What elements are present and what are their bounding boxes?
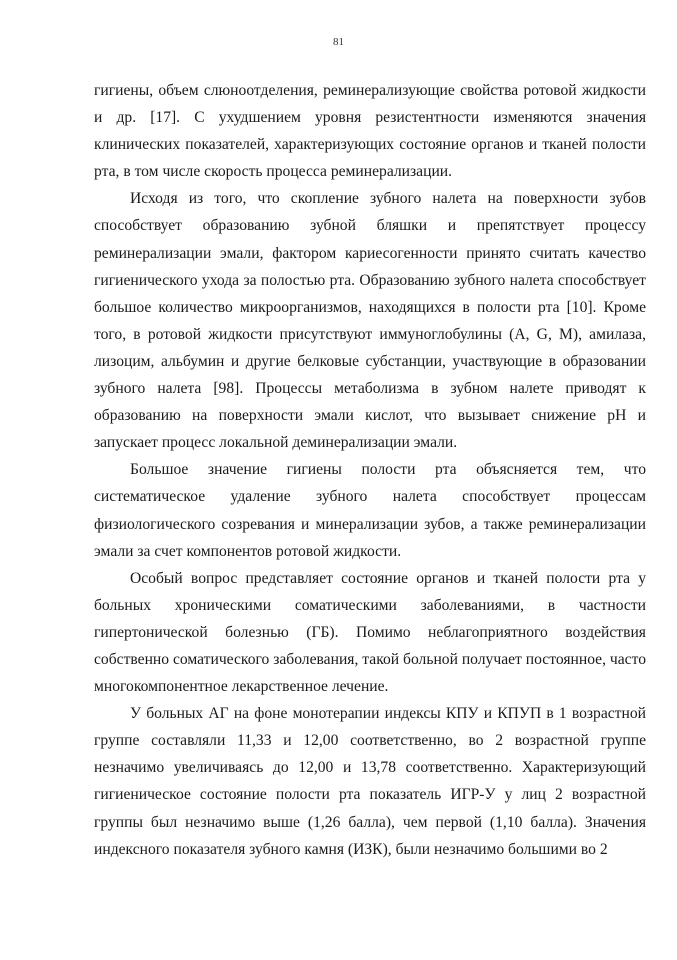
page-number: 81	[333, 36, 344, 48]
paragraph-dental-plaque: Исходя из того, что скопление зубного налета на поверхности зубов способствует образованию зубной бляшки и препятствует процессу реминерализации эмали, фактором кариесогенности принято считать качество гигиенического ухода за полостью рта. Образованию зубного налета способствует большое количество микроорганизмов, находящихся в полости рта [10]. Кроме того, в ротовой жидкости присутствуют иммуноглобулины (A, G, M), амилаза, лизоцим, альбумин и другие белковые субстанции, участвующие в образовании зубного налета [98]. Процессы метаболизма в зубном налете приводят к образованию на поверхности эмали кислот, что вызывает снижение pH и запускает процесс локальной деминерализации эмали.	[94, 190, 646, 452]
paragraph-somatic-diseases: Особый вопрос представляет состояние органов и тканей полости рта у больных хроническими соматическими заболеваниями, в частности гипертонической болезнью (ГБ). Помимо неблагоприятного воздействия собственно соматического заболевания, такой больной получает постоянное, часто многокомпонентное лекарственное лечение.	[94, 569, 646, 696]
body-text	[94, 77, 646, 863]
paragraph-oral-hygiene: Большое значение гигиены полости рта объясняется тем, что систематическое удаление зубного налета способствует процессам физиологического созревания и минерализации зубов, а также реминерализации эмали за счет компонентов ротовой жидкости.	[94, 461, 646, 560]
paragraph-hypertension-indices: У больных АГ на фоне монотерапии индексы КПУ и КПУП в 1 возрастной группе составляли 11,33 и 12,00 соответственно, во 2 возрастной группе незначимо увеличиваясь до 12,00 и 13,78 соответственно. Характеризующий гигиеническое состояние полости рта показатель ИГР-У у лиц 2 возрастной группы был незначимо выше (1,26 балла), чем первой (1,10 балла). Значения индексного показателя зубного камня (ИЗК), были незначимо большими во 2	[94, 705, 646, 858]
paragraph-continuation: гигиены, объем слюноотделения, реминерализующие свойства ротовой жидкости и др. [17]. С ухудшением уровня резистентности изменяются значения клинических показателей, характеризующих состояние органов и тканей полости рта, в том числе скорость процесса реминерализации.	[94, 82, 646, 181]
